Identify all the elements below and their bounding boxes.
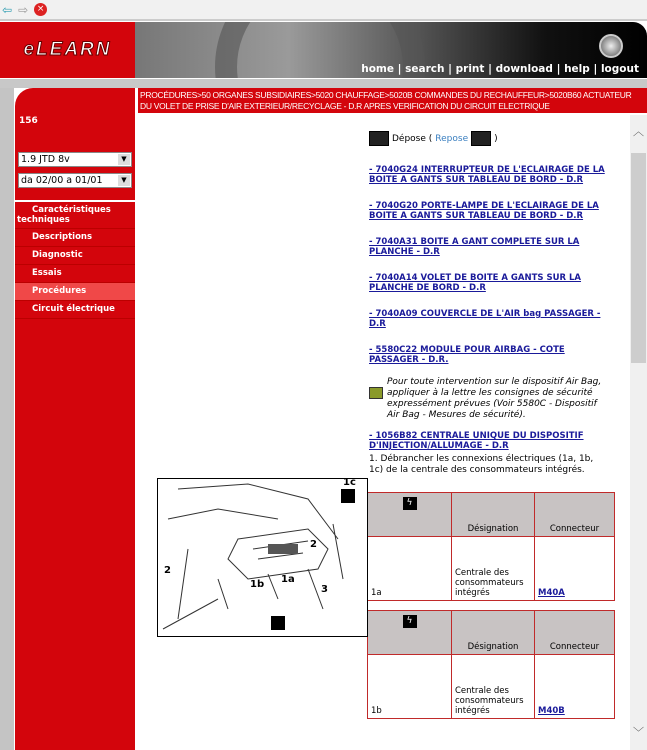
label-1b: 1b [250, 579, 265, 590]
procedure-link[interactable]: - 7040A14 VOLET DE BOITE A GANTS SUR LA PLANCHE DE BORD - D.R [369, 273, 582, 293]
engine-value: 1.9 JTD 8v [21, 154, 70, 165]
forward-arrow-icon[interactable]: ⇨ [18, 2, 29, 17]
browser-toolbar [0, 0, 647, 21]
procedure-link[interactable]: - 5580C22 MODULE POUR AIRBAG - COTE PASSAGER - D.R. [369, 345, 565, 365]
sidebar-item-caracteristiques[interactable]: Caractéristiques techniques [15, 202, 135, 229]
airbag-warning [369, 377, 609, 421]
scroll-down-icon[interactable]: ﹀ [633, 726, 644, 739]
header-designation: Désignation [452, 493, 535, 537]
procedure-link[interactable]: - 1056B82 CENTRALE UNIQUE DU DISPOSITIF D'INJECTION/ALLUMAGE - D.R [369, 431, 584, 451]
sidebar-item-diagnostic[interactable]: Diagnostic [15, 247, 135, 265]
sidebar-item-circuit-electrique[interactable]: Circuit électrique [15, 301, 135, 319]
content-area [135, 113, 630, 750]
connector-link[interactable]: M40B [538, 706, 565, 716]
period-select[interactable] [18, 173, 132, 188]
label-2: 2 [310, 539, 317, 550]
model-label: 156 [19, 116, 38, 126]
row-id: 1a [368, 537, 452, 601]
chevron-down-icon[interactable]: ▼ [118, 175, 130, 186]
connector-table-1b [367, 610, 615, 719]
row-designation: Centrale des consommateurs intégrés [452, 655, 535, 719]
connector-table-1a [367, 492, 615, 601]
elearn-logo[interactable] [0, 22, 135, 78]
electric-icon-cell [368, 493, 452, 537]
component-diagram [157, 478, 368, 637]
label-1a: 1a [281, 574, 295, 585]
chevron-down-icon[interactable]: ▼ [118, 154, 130, 165]
sidebar-top-curve [15, 88, 135, 113]
electric-icon-cell [368, 611, 452, 655]
sidebar-item-procedures[interactable]: Procédures [15, 283, 135, 301]
refit-icon [471, 131, 491, 146]
divider-strip [0, 78, 647, 88]
procedure-link[interactable]: - 7040G20 PORTE-LAMPE DE L'ECLAIRAGE DE LA BOITE A GANTS SUR TABLEAU DE BORD - D.R [369, 201, 599, 221]
procedure-link[interactable]: - 7040G24 INTERRUPTEUR DE L'ECLAIRAGE DE LA BOITE A GANTS SUR TABLEAU DE BORD - D.R [369, 165, 605, 185]
step-1: 1. Débrancher les connexions électriques (1a, 1b, 1c) de la centrale des consommateurs intégrés. [369, 454, 594, 475]
stop-icon[interactable]: × [34, 3, 47, 16]
scroll-up-icon[interactable]: ︿ [633, 125, 644, 138]
label-3: 3 [321, 584, 328, 595]
sidebar-item-essais[interactable]: Essais [15, 265, 135, 283]
nav-search[interactable]: search [405, 63, 445, 75]
warning-icon [369, 387, 383, 399]
header-banner [135, 22, 647, 78]
nav-home[interactable]: home [361, 63, 394, 75]
lightning-icon: ϟ [403, 615, 417, 628]
warning-text: Pour toute intervention sur le dispositif Air Bag, appliquer à la lettre les consignes de sécurité expressément prévues (Voir 5580C - Dispositif Air Bag - Mesures de sécurité). [387, 377, 602, 420]
row-id: 1b [368, 655, 452, 719]
top-nav: home | search | print | download | help | logout [361, 63, 639, 75]
back-arrow-icon[interactable]: ⇦ [2, 2, 13, 17]
depose-line [369, 131, 609, 146]
sidebar-item-descriptions[interactable]: Descriptions [15, 229, 135, 247]
depose-label: Dépose ( [392, 133, 433, 144]
period-value: da 02/00 a 01/01 [21, 175, 103, 186]
removal-icon [369, 131, 389, 146]
procedure-text [369, 131, 609, 719]
header-designation: Désignation [452, 611, 535, 655]
sidebar [15, 113, 135, 750]
label-2: 2 [164, 565, 171, 576]
label-1c: 1c [343, 477, 356, 488]
paren: ) [494, 133, 498, 144]
row-designation: Centrale des consommateurs intégrés [452, 537, 535, 601]
breadcrumb: PROCÉDURES>50 ORGANES SUBSIDIAIRES>5020 CHAUFFAGE>5020B COMMANDES DU RECHAUFFEUR>5020B60 ACTUATEUR DU VOLET DE PRISE D'AIR EXTERIEUR/RECYCLAGE - D.R APRES VERIFICATION DU CIRCUIT ELECTRIQUE [138, 88, 647, 113]
alfa-romeo-logo-icon [599, 34, 623, 58]
vertical-scrollbar[interactable] [630, 115, 647, 750]
procedure-link[interactable]: - 7040A31 BOITE A GANT COMPLETE SUR LA PLANCHE - D.R [369, 237, 580, 257]
nav-print[interactable]: print [455, 63, 485, 75]
sidebar-menu [15, 200, 135, 319]
logo-text: eLEARN [23, 39, 112, 60]
diagram-drawing [158, 479, 367, 636]
procedure-link[interactable]: - 7040A09 COUVERCLE DE L'AIR bag PASSAGER - D.R [369, 309, 601, 329]
lightning-icon: ϟ [403, 497, 417, 510]
connector-link[interactable]: M40A [538, 588, 565, 598]
left-margin [0, 88, 14, 750]
header-connecteur: Connecteur [535, 493, 615, 537]
repose-link[interactable]: Repose [435, 133, 469, 144]
scrollbar-thumb[interactable] [631, 153, 646, 363]
nav-logout[interactable]: logout [600, 63, 639, 75]
nav-download[interactable]: download [495, 63, 553, 75]
header-connecteur: Connecteur [535, 611, 615, 655]
nav-help[interactable]: help [564, 63, 590, 75]
engine-select[interactable] [18, 152, 132, 167]
